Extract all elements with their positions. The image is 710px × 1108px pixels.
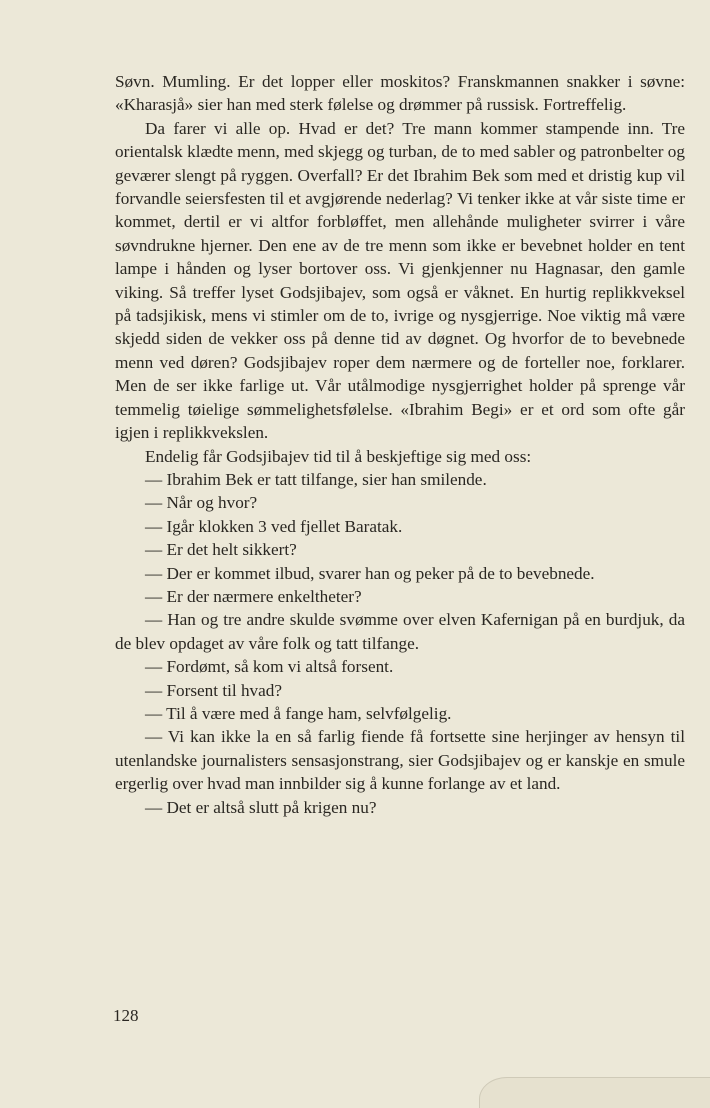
paragraph-3: Endelig får Godsjibajev tid til å beskjeftige sig med oss:	[145, 446, 532, 466]
dialogue-line-7: — Han og tre andre skulde svømme over elven Kafernigan på en burdjuk, da de blev opdaget av våre folk og tatt tilfange.	[115, 610, 685, 653]
dialogue-line-5: — Der er kommet ilbud, svarer han og peker på de to bevebnede.	[145, 563, 595, 583]
dialogue-line-6: — Er der nærmere enkeltheter?	[145, 586, 362, 606]
dialogue-line-8: — Fordømt, så kom vi altså forsent.	[145, 657, 394, 677]
dialogue-line-4: — Er det helt sikkert?	[145, 540, 297, 560]
dialogue-line-9: — Forsent til hvad?	[145, 680, 283, 700]
page-edge-curl	[479, 1077, 710, 1108]
body-text	[115, 70, 685, 819]
page-number: 128	[113, 1006, 139, 1025]
paragraph-1: Søvn. Mumling. Er det lopper eller moskitos? Franskmannen snakker i søvne: «Kharasjå» sier han med sterk følelse og drømmer på russisk. Fortreffelig.	[115, 72, 685, 115]
dialogue-line-11: — Vi kan ikke la en så farlig fiende få fortsette sine herjinger av hensyn til utenlandske journalisters sensasjonstrang, sier Godsjibajev og er kanskje en smule ergerlig over hvad man innbilder sig å kunne forlange av et land.	[115, 727, 685, 794]
dialogue-line-1: — Ibrahim Bek er tatt tilfange, sier han smilende.	[145, 469, 487, 489]
dialogue-line-12: — Det er altså slutt på krigen nu?	[145, 797, 377, 817]
dialogue-line-10: — Til å være med å fange ham, selvfølgelig.	[145, 703, 452, 723]
dialogue-line-2: — Når og hvor?	[145, 493, 258, 513]
dialogue-line-3: — Igår klokken 3 ved fjellet Baratak.	[145, 516, 403, 536]
paragraph-2: Da farer vi alle op. Hvad er det? Tre mann kommer stampende inn. Tre orientalsk klædte menn, med skjegg og turban, de to med sabler og patronbelter og geværer slengt på ryggen. Overfall? Er det Ibrahim Bek som med et dristig kup vil forvandle seiersfesten til et avgjørende nederlag? Vi tenker ikke at vår siste time er kommet, dertil er vi altfor forbløffet, men allehånde muligheter svirrer i våre søvndrukne hjerner. Den ene av de tre menn som ikke er bevebnet holder en tent lampe i hånden og lyser bortover oss. Vi gjenkjenner nu Hagnasar, den gamle viking. Så treffer lyset Godsjibajev, som også er våknet. En hurtig replikkveksel på tadsjikisk, mens vi stimler om de to, ivrige og nysgjerrige. Noe viktig må være skjedd siden de vekker oss på denne tid av døgnet. Og hvorfor de to bevebnede menn ved døren? Godsjibajev roper dem nærmere og de forteller noe, forklarer. Men de ser ikke farlige ut. Vår utålmodige nysgjerrighet holder på sprenge vår temmelig tøielige sømmelighetsfølelse. «Ibrahim Begi» er et ord som ofte går igjen i replikkvekslen.	[115, 118, 685, 443]
